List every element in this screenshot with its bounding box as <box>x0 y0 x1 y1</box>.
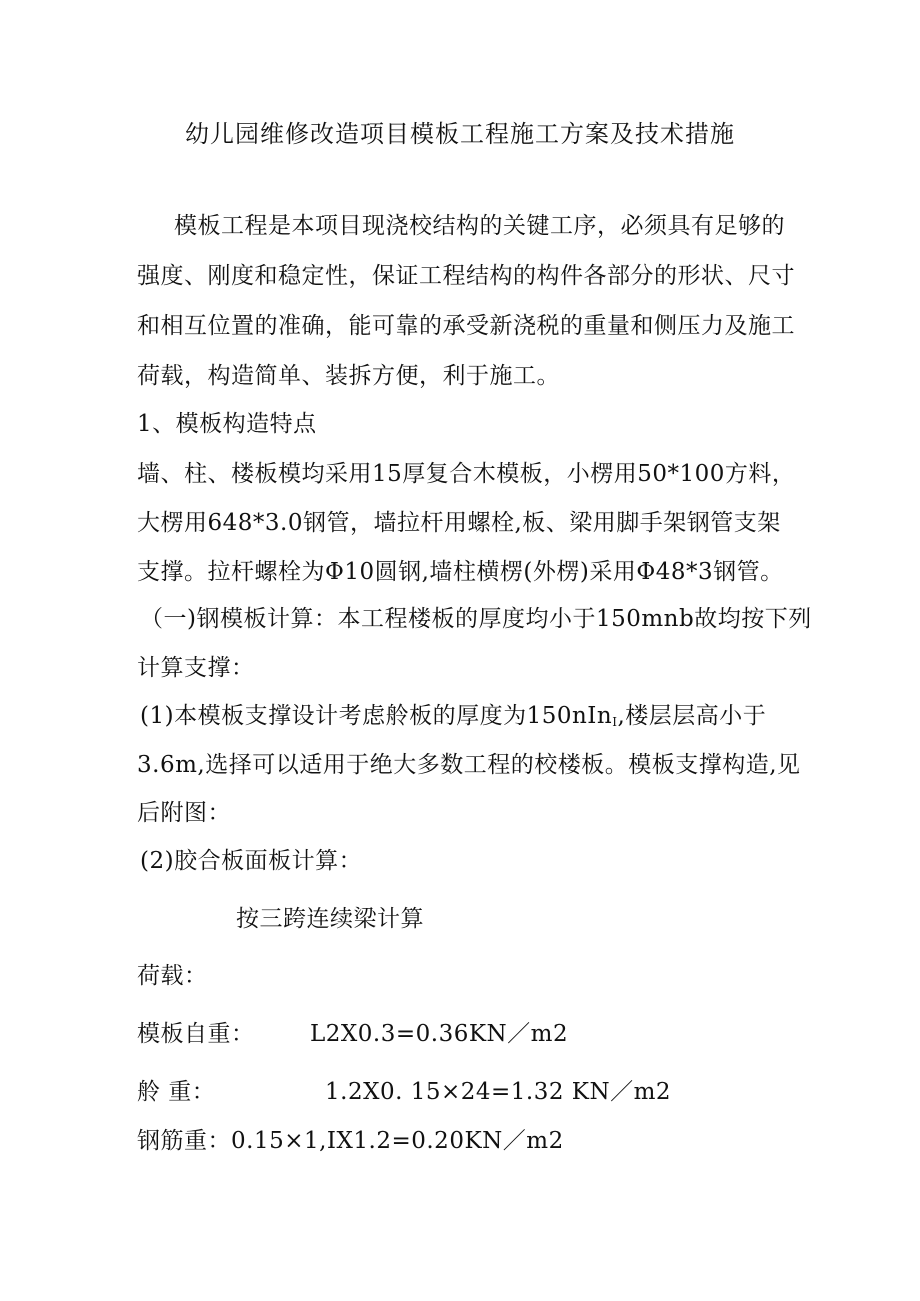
document-title: 幼儿园维修改造项目模板工程施工方案及技术措施 <box>185 120 735 148</box>
load-row-concrete <box>137 1076 215 1108</box>
intro-line-4: 荷载，构造简单、装拆方便，利于施工。 <box>137 363 560 389</box>
calc-heading-line-1: （一)钢模板计算：本工程楼板的厚度均小于150mnb故均按下列 <box>140 606 812 632</box>
calc-heading-line-2: 计算支撑： <box>137 655 255 681</box>
item-2-heading: (2)胶合板面板计算： <box>140 848 363 874</box>
load-label: 钢筋重： <box>137 1128 231 1154</box>
item-1-line-1-subscript: I <box>612 715 618 729</box>
load-row-rebar <box>137 1125 564 1157</box>
section-1-line-1: 墙、柱、楼板模均采用15厚复合木模板，小楞用50*100方料， <box>137 461 796 487</box>
item-1-line-3: 后附图： <box>137 800 231 826</box>
loads-heading: 荷载： <box>137 963 208 989</box>
load-label: 舲 重： <box>137 1079 216 1105</box>
item-1-line-1-tail: ,楼层层高小于 <box>617 703 767 729</box>
section-1-heading: 1、模板构造特点 <box>137 411 317 437</box>
load-value-rebar: 0.15×1,IX1.2=0.20KN／m2 <box>231 1128 564 1154</box>
item-1-line-1 <box>140 700 766 738</box>
load-value-concrete: 1.2X0. 15×24=1.32 KN／m2 <box>325 1079 672 1105</box>
load-value-formwork: L2X0.3=0.36KN／m2 <box>310 1021 569 1047</box>
load-row-formwork <box>137 1018 255 1050</box>
intro-line-3: 和相互位置的准确，能可靠的承受新浇税的重量和侧压力及施工 <box>137 313 795 339</box>
intro-line-2: 强度、刚度和稳定性，保证工程结构的构件各部分的形状、尺寸 <box>137 263 795 289</box>
calc-method: 按三跨连续梁计算 <box>236 906 424 932</box>
load-label: 模板自重： <box>137 1021 255 1047</box>
section-1-line-2: 大楞用648*3.0钢管，墙拉杆用螺栓,板、梁用脚手架钢管支架 <box>137 510 781 536</box>
item-1-line-2: 3.6m,选择可以适用于绝大多数工程的校楼板。模板支撑构造,见 <box>137 752 801 778</box>
section-1-line-3: 支撑。拉杆螺栓为Φ10圆钢,墙柱横楞(外楞)采用Φ48*3钢管。 <box>137 559 784 585</box>
intro-line-1: 模板工程是本项目现浇校结构的关键工序，必须具有足够的 <box>174 213 785 239</box>
item-1-line-1-main: (1)本模板支撑设计考虑舲板的厚度为150nIn <box>140 703 613 729</box>
